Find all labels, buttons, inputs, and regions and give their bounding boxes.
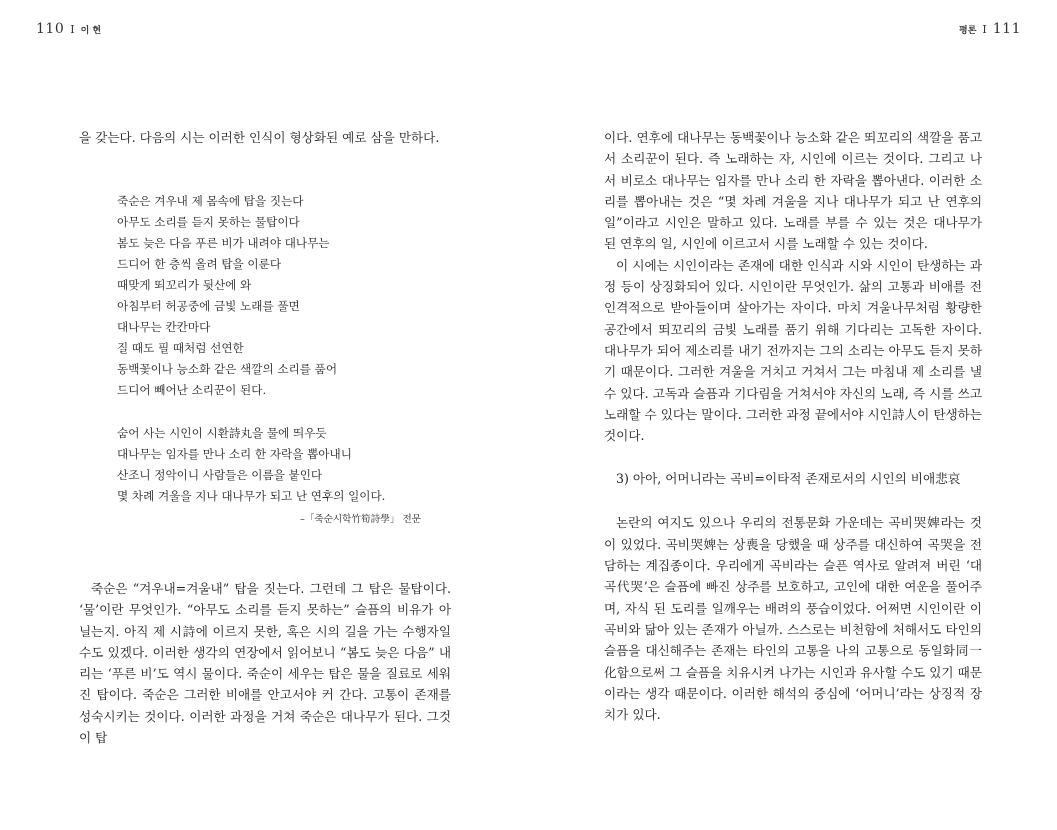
right-page-header — [959, 21, 1021, 37]
left-page-header — [36, 21, 101, 37]
poem-stanza-1 — [117, 191, 451, 401]
poem-stanza-2 — [117, 423, 451, 507]
poem-line: 죽순은 겨우내 제 몸속에 탑을 짓는다 — [117, 194, 304, 208]
poem-line: 동백꽃이나 능소화 같은 색깔의 소리를 품어 — [117, 362, 338, 376]
right-header-separator: I — [982, 23, 987, 36]
left-body-paragraph: 죽순은 “겨우내=겨울내” 탑을 짓는다. 그런데 그 탑은 물탑이다. ‘물’이란 무엇인가. “아무도 소리를 듣지 못하는” 슬픔의 비유가 아닐는지. 아직 제 시詩에 이르지 못한, 혹은 시의 길을 가는 수행자일 수도 있겠다. 이러한 생각의 연장에서 읽어보니 “봄도 늦은 다음” 내리는 ‘푸른 비’도 역시 물이다. 죽순이 세우는 탑은 물을 질료로 세워진 탑이다. 죽순은 그러한 비애를 안고서야 커 간다. 고통이 존재를 성숙시키는 것이다. 이러한 과정을 거쳐 죽순은 대나무가 된다. 그것이 탑 — [79, 581, 451, 746]
poem-line: 드디어 한 층씩 올려 탑을 이룬다 — [117, 257, 282, 271]
poem-line: 드디어 빼어난 소리꾼이 된다. — [117, 383, 267, 397]
right-page-column — [604, 127, 982, 725]
right-page-number: 111 — [992, 21, 1021, 37]
poem-line: 봄도 늦은 다음 푸른 비가 내려야 대나무는 — [117, 236, 330, 250]
poem-line: 몇 차례 겨울을 지나 대나무가 되고 난 연후의 일이다. — [117, 489, 386, 503]
poem-source: –「죽순시학竹筍詩學」 전문 — [299, 514, 421, 525]
poem-line: 아무도 소리를 듣지 못하는 물탑이다 — [117, 215, 300, 229]
poem-line: 산조니 정악이니 사람들은 이름을 붙인다 — [117, 468, 323, 482]
right-paragraph-2: 이 시에는 시인이라는 존재에 대한 인식과 시와 시인이 탄생하는 과정 등이 상징화되어 있다. 시인이란 무엇인가. 삶의 고통과 비애를 전인격적으로 받아들이며 살아가는 자이다. 마치 겨울나무처럼 황량한 공간에서 뙤꼬리의 금빛 노래를 품기 위해 기다리는 고독한 자이다. 대나무가 되어 제소리를 내기 전까지는 그의 소리는 아무도 듣지 못하기 때문이다. 그러한 겨울을 거치고 거쳐서 그는 마침내 제 소리를 낼 수 있다. 고독과 슬픔과 기다림을 거쳐서야 자신의 노래, 즉 시를 쓰고 노래할 수 있다는 말이다. 그러한 과정 끝에서야 시인詩人이 탄생하는 것이다. — [604, 257, 982, 444]
left-page-column — [79, 127, 451, 748]
poem-line: 대나무는 칸칸마다 — [117, 320, 211, 334]
section-title: 3) 아아, 어머니라는 곡비=이타적 존재로서의 시인의 비애悲哀 — [616, 471, 961, 487]
right-paragraph-1: 이다. 연후에 대나무는 동백꽃이나 능소화 같은 뙤꼬리의 색깔을 품고서 소리꾼이 된다. 즉 노래하는 자, 시인에 이르는 것이다. 그리고 나서 비로소 대나무는 임자를 만나 소리 한 자락을 뽑아낸다. 이러한 소리를 뽑아내는 것은 “몇 차례 겨울을 지나 대나무가 되고 난 연후의 일”이라고 시인은 말하고 있다. 노래를 부를 수 있는 것은 대나무가 된 연후의 일, 시인에 이르고서 시를 노래할 수 있는 것이다. — [604, 130, 982, 252]
left-header-author: 이 현 — [80, 26, 102, 36]
intro-sentence: 을 갖는다. 다음의 시는 이러한 인식이 형상화된 예로 삼을 만하다. — [79, 130, 440, 145]
poem-line: 때맞게 뙤꼬리가 뒷산에 와 — [117, 278, 252, 292]
poem-line: 대나무는 임자를 만나 소리 한 자락을 뽑아내니 — [117, 447, 352, 461]
left-header-separator: I — [70, 23, 75, 36]
poem-line: 숨어 사는 시인이 시환詩丸을 물에 띄우듯 — [117, 426, 327, 440]
poem-line: 질 때도 필 때처럼 선연한 — [117, 341, 244, 355]
right-header-label: 평론 — [959, 26, 977, 36]
poem-line: 아침부터 허공중에 금빛 노래를 풀면 — [117, 299, 300, 313]
right-paragraph-3: 논란의 여지도 있으나 우리의 전통문화 가운데는 곡비哭婢라는 것이 있었다. 곡비哭婢는 상喪을 당했을 때 상주를 대신하여 곡哭을 전담하는 계집종이다. 우리에게 곡비라는 슬픈 역사로 알려져 버린 ‘대곡代哭’은 슬픔에 빠진 상주를 보호하고, 고인에 대한 여운을 풀어주며, 자식 된 도리를 일깨우는 배려의 풍습이었다. 어쩌면 시인이란 이 곡비와 닮아 있는 존재가 아닐까. 스스로는 비천함에 처해서도 타인의 슬픔을 대신해주는 존재는 타인의 고통을 나의 고통으로 동일화同一化함으로써 그 슬픔을 치유시켜 나가는 시인과 유사할 수도 있기 때문이라는 생각 때문이다. 이러한 해석의 중심에 ‘어머니’라는 상징적 장치가 있다. — [604, 515, 982, 723]
left-page-number: 110 — [36, 21, 65, 37]
